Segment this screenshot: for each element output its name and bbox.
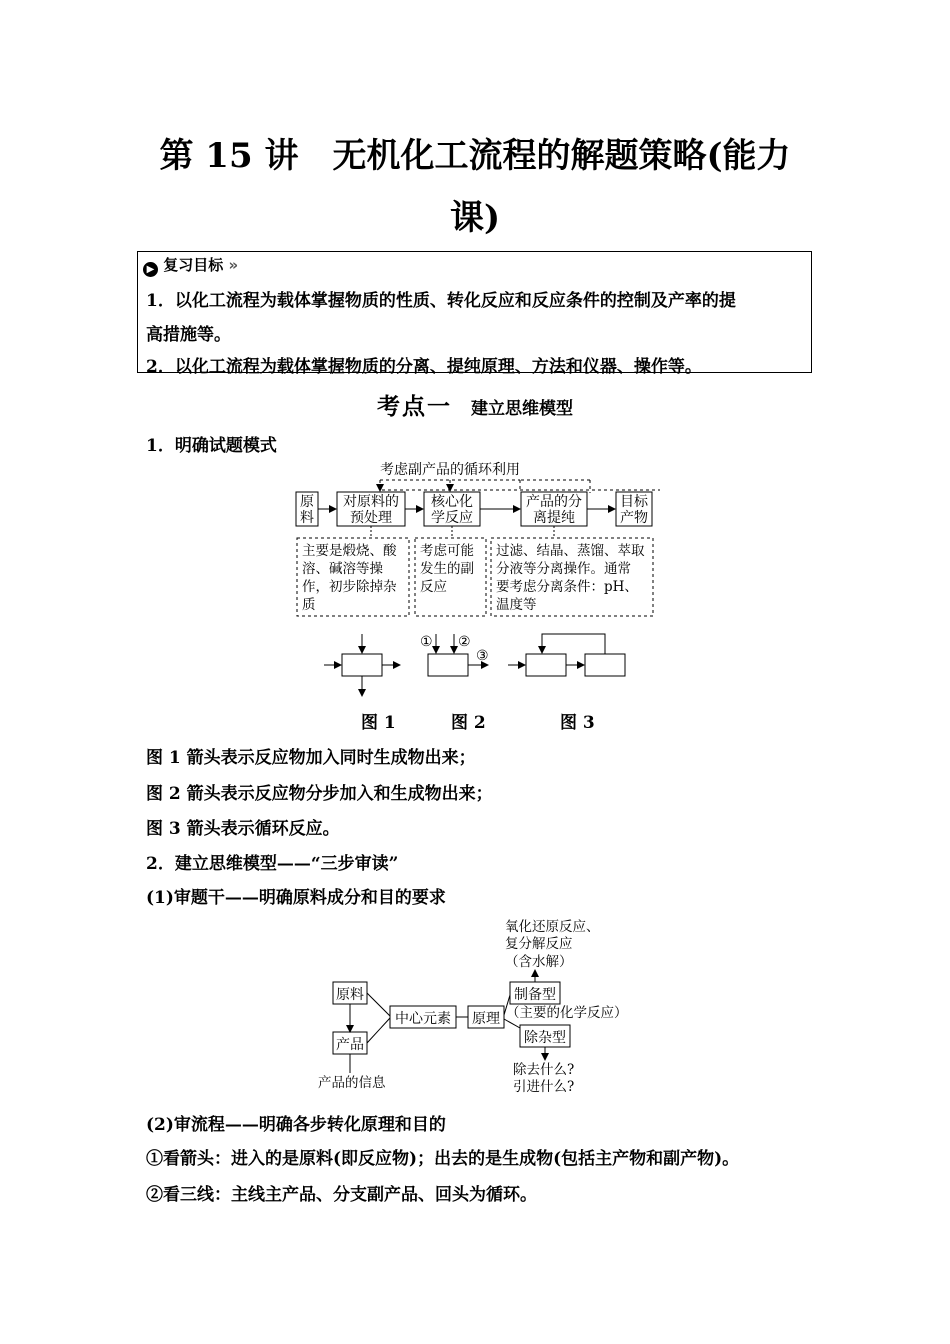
part3-point2: ②看三线：主线主产品、分支副产品、回头为循环。 xyxy=(146,1185,537,1205)
fig3-box-2 xyxy=(585,654,625,676)
part1-heading: 1．明确试题模式 xyxy=(146,436,277,456)
explanation-1: 图 1 箭头表示反应物加入同时生成物出来； xyxy=(146,748,476,768)
center-element-text: 中心元素 xyxy=(395,1011,451,1027)
pretreatment-text-2: 预处理 xyxy=(350,510,392,526)
core-reaction-text-1: 核心化 xyxy=(431,494,473,510)
reaction-note-3: 反应 xyxy=(420,579,447,595)
fig2-box xyxy=(428,654,468,676)
page-title: 第 15 讲 无机化工流程的解题策略(能力 xyxy=(159,136,791,176)
fig2-label-1: ① xyxy=(420,634,433,650)
separation-note-1: 过滤、结晶、蒸馏、萃取 xyxy=(496,543,645,559)
page-title-continued: 课) xyxy=(449,198,501,238)
double-chevron-icon: » xyxy=(228,256,239,274)
separation-text-1: 产品的分 xyxy=(526,494,582,510)
goal-item-2: 2．以化工流程为载体掌握物质的分离、提纯原理、方法和仪器、操作等。 xyxy=(146,357,702,377)
figure-3-caption: 图 3 xyxy=(560,713,595,733)
part3-sub2: (2)审流程——明确各步转化原理和目的 xyxy=(146,1115,446,1135)
redox-text-2: 复分解反应 xyxy=(505,936,573,952)
product-to-center-line xyxy=(367,1018,390,1043)
target-product-text-1: 目标 xyxy=(620,494,648,510)
arrow-type-figures xyxy=(318,628,638,700)
play-circle-icon: ▶ xyxy=(143,262,158,277)
reaction-note-2: 发生的副 xyxy=(420,561,474,577)
remove-question-2: 引进什么? xyxy=(513,1079,575,1095)
explanation-2: 图 2 箭头表示反应物分步加入和生成物出来； xyxy=(146,784,493,804)
pretreatment-note-3: 作，初步除掉杂 xyxy=(302,579,397,595)
separation-text-2: 离提纯 xyxy=(533,510,575,526)
raw-material-text-2: 料 xyxy=(300,510,314,526)
figure-2-caption: 图 2 xyxy=(451,713,486,733)
recycle-label: 考虑副产品的循环利用 xyxy=(380,462,520,478)
core-reaction-text-2: 学反应 xyxy=(431,510,473,526)
explanation-3: 图 3 箭头表示循环反应。 xyxy=(146,819,340,839)
fig2-label-2: ② xyxy=(458,634,471,650)
pretreatment-note-4: 质 xyxy=(302,597,316,613)
main-reaction-text: （主要的化学反应） xyxy=(506,1005,628,1021)
section-number: 考点一 xyxy=(376,393,452,420)
review-goals-header xyxy=(143,254,238,277)
raw-to-center-line xyxy=(367,993,390,1016)
part3-point1: ①看箭头：进入的是原料(即反应物)；出去的是生成物(包括主产物和副产物)。 xyxy=(146,1149,740,1169)
separation-note-3: 要考虑分离条件：pH、 xyxy=(496,579,638,595)
reaction-note-1: 考虑可能 xyxy=(420,543,474,559)
raw-text: 原料 xyxy=(336,987,364,1003)
figure-1-caption: 图 1 xyxy=(361,713,396,733)
impurity-type-text: 除杂型 xyxy=(524,1030,566,1046)
part2-heading: 2．建立思维模型——“三步审读” xyxy=(146,854,399,874)
section-subtitle: 建立思维模型 xyxy=(471,399,574,419)
thinking-model-diagram xyxy=(310,915,650,1097)
redox-text-3: （含水解） xyxy=(505,954,573,970)
redox-text-1: 氧化还原反应、 xyxy=(505,919,600,935)
section-heading xyxy=(0,388,950,421)
goal-item-1-line-1: 1．以化工流程为载体掌握物质的性质、转化反应和反应条件的控制及产率的提 xyxy=(146,291,736,311)
pretreatment-text-1: 对原料的 xyxy=(343,494,399,510)
target-product-text-2: 产物 xyxy=(620,510,648,526)
fig3-box-1 xyxy=(526,654,566,676)
fig3-loop-arrow xyxy=(542,634,605,654)
product-info-text: 产品的信息 xyxy=(318,1075,386,1091)
separation-note-2: 分液等分离操作。通常 xyxy=(496,561,631,577)
review-goals-title: 复习目标 xyxy=(163,256,224,274)
pretreatment-note-2: 溶、碱溶等操 xyxy=(302,561,383,577)
remove-question-1: 除去什么? xyxy=(513,1062,575,1078)
fig2-label-3: ③ xyxy=(476,648,489,664)
prep-type-text: 制备型 xyxy=(514,987,556,1003)
product-text: 产品 xyxy=(336,1037,364,1053)
process-flow-diagram xyxy=(290,458,660,618)
part2-sub1: (1)审题干——明确原料成分和目的要求 xyxy=(146,888,446,908)
raw-material-text-1: 原 xyxy=(300,494,314,510)
separation-note-4: 温度等 xyxy=(496,597,537,613)
fig1-box xyxy=(342,654,382,676)
goal-item-1-line-2: 高措施等。 xyxy=(146,325,231,345)
principle-text: 原理 xyxy=(472,1011,500,1027)
pretreatment-note-1: 主要是煅烧、酸 xyxy=(302,543,397,559)
